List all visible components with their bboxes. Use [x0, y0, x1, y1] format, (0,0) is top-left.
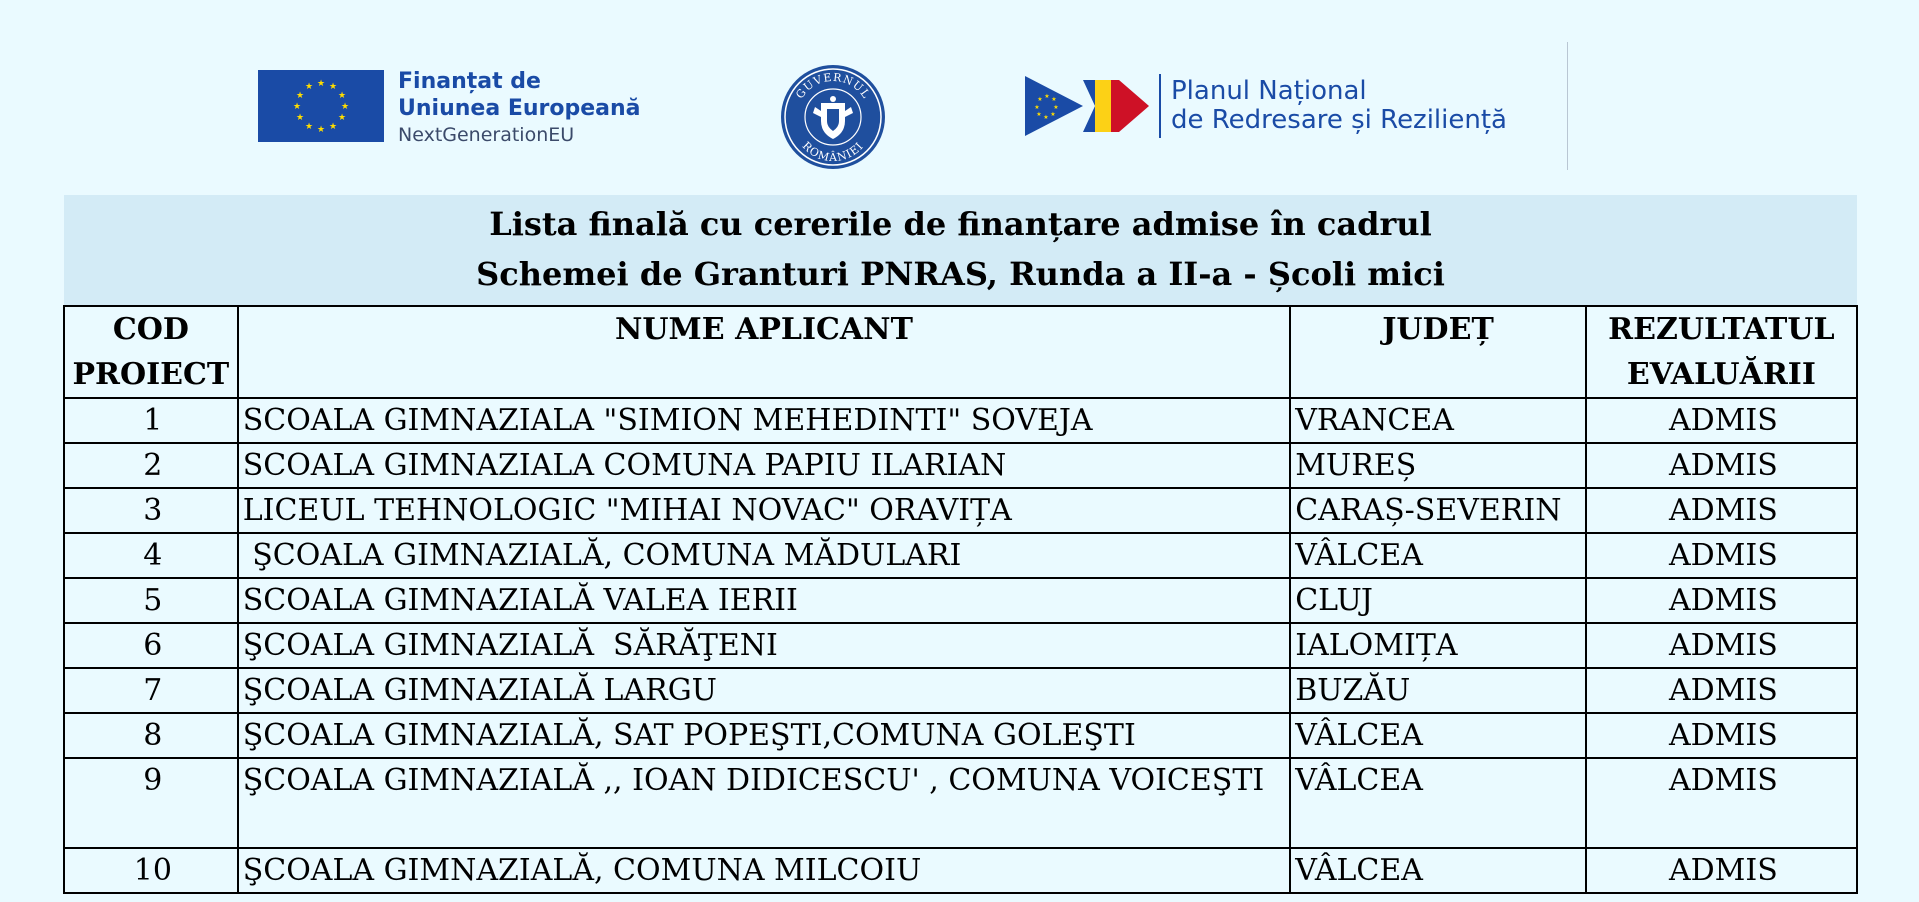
cell-rezultat: ADMIS — [1586, 398, 1857, 443]
table-row — [64, 758, 1857, 848]
document-title — [64, 195, 1857, 305]
table-row — [64, 488, 1857, 533]
svg-text:★: ★ — [316, 125, 326, 135]
pnrr-line2: de Redresare și Reziliență — [1171, 105, 1507, 135]
cell-cod: 5 — [64, 578, 238, 623]
cell-nume: ŞCOALA GIMNAZIALĂ, SAT POPEŞTI,COMUNA GOLEŞTI — [238, 713, 1291, 758]
svg-text:★: ★ — [292, 102, 302, 112]
svg-text:★: ★ — [1036, 111, 1042, 118]
eu-funding-line1: Finanțat de — [398, 69, 541, 94]
header-cod-line1: COD — [112, 312, 189, 347]
table-row — [64, 668, 1857, 713]
header-rezultat-line2: EVALUĂRII — [1626, 357, 1816, 392]
svg-text:★: ★ — [1050, 111, 1056, 118]
cell-judet: VÂLCEA — [1290, 848, 1586, 893]
cell-rezultat: ADMIS — [1586, 758, 1857, 848]
pnrr-logo — [1025, 42, 1507, 170]
cell-rezultat: ADMIS — [1586, 533, 1857, 578]
cell-judet: VÂLCEA — [1290, 758, 1586, 848]
pnrr-separator — [1159, 74, 1161, 138]
cell-cod: 7 — [64, 668, 238, 713]
svg-text:★: ★ — [1044, 93, 1050, 100]
svg-text:★: ★ — [337, 91, 347, 101]
government-seal-icon — [779, 63, 887, 171]
cell-cod: 2 — [64, 443, 238, 488]
svg-text:★: ★ — [328, 122, 338, 132]
table-row — [64, 713, 1857, 758]
cell-nume: SCOALA GIMNAZIALĂ VALEA IERII — [238, 578, 1291, 623]
cell-nume: LICEUL TEHNOLOGIC "MIHAI NOVAC" ORAVIȚA — [238, 488, 1291, 533]
cell-nume: ŞCOALA GIMNAZIALĂ ,, IOAN DIDICESCU' , COMUNA VOICEŞTI — [238, 758, 1291, 848]
table-row — [64, 533, 1857, 578]
cell-cod: 1 — [64, 398, 238, 443]
table-row — [64, 578, 1857, 623]
header-nume-aplicant: NUME APLICANT — [238, 306, 1291, 398]
svg-text:★: ★ — [304, 82, 314, 92]
cell-rezultat: ADMIS — [1586, 488, 1857, 533]
svg-text:★: ★ — [328, 82, 338, 92]
table-row — [64, 398, 1857, 443]
svg-text:★: ★ — [337, 113, 347, 123]
cell-judet: BUZĂU — [1290, 668, 1586, 713]
svg-text:★: ★ — [1037, 96, 1043, 103]
cell-judet: CLUJ — [1290, 578, 1586, 623]
table-row — [64, 623, 1857, 668]
svg-text:★: ★ — [1043, 114, 1049, 121]
header-rezultat-line1: REZULTATUL — [1608, 312, 1835, 347]
eu-funding-logo — [258, 70, 641, 149]
cell-judet: IALOMIȚA — [1290, 623, 1586, 668]
cell-cod: 3 — [64, 488, 238, 533]
cell-rezultat: ADMIS — [1586, 713, 1857, 758]
document-title-line2: Schemei de Granturi PNRAS, Runda a II-a - Școli mici — [476, 255, 1445, 293]
cell-cod: 6 — [64, 623, 238, 668]
cell-judet: VÂLCEA — [1290, 533, 1586, 578]
cell-judet: CARAȘ-SEVERIN — [1290, 488, 1586, 533]
cell-rezultat: ADMIS — [1586, 578, 1857, 623]
pnrr-line1: Planul Național — [1171, 76, 1367, 106]
cell-judet: VÂLCEA — [1290, 713, 1586, 758]
eu-flag-icon — [258, 70, 384, 142]
svg-text:★: ★ — [295, 91, 305, 101]
results-table — [63, 305, 1858, 894]
cell-cod: 10 — [64, 848, 238, 893]
svg-text:★: ★ — [304, 122, 314, 132]
cell-rezultat: ADMIS — [1586, 623, 1857, 668]
table-header-row — [64, 306, 1857, 398]
svg-text:★: ★ — [1034, 104, 1040, 111]
table-row — [64, 443, 1857, 488]
seal-arc-top: GUVERNUL — [793, 70, 873, 102]
header-cod-line2: PROIECT — [72, 357, 230, 392]
logo-divider — [1567, 42, 1568, 170]
cell-nume: SCOALA GIMNAZIALA "SIMION MEHEDINTI" SOVEJA — [238, 398, 1291, 443]
pnrr-flag-arrows-icon — [1025, 76, 1151, 136]
cell-nume: ŞCOALA GIMNAZIALĂ SĂRĂŢENI — [238, 623, 1291, 668]
cell-nume: ŞCOALA GIMNAZIALĂ, COMUNA MILCOIU — [238, 848, 1291, 893]
cell-nume: SCOALA GIMNAZIALA COMUNA PAPIU ILARIAN — [238, 443, 1291, 488]
cell-rezultat: ADMIS — [1586, 668, 1857, 713]
svg-text:★: ★ — [295, 113, 305, 123]
pnrr-text — [1171, 77, 1507, 135]
cell-rezultat: ADMIS — [1586, 443, 1857, 488]
cell-nume: ŞCOALA GIMNAZIALĂ LARGU — [238, 668, 1291, 713]
cell-rezultat: ADMIS — [1586, 848, 1857, 893]
header-rezultat — [1586, 306, 1857, 398]
cell-judet: VRANCEA — [1290, 398, 1586, 443]
cell-judet: MUREȘ — [1290, 443, 1586, 488]
cell-cod: 9 — [64, 758, 238, 848]
logo-strip — [0, 0, 1919, 185]
eu-funding-line3: NextGenerationEU — [398, 124, 575, 146]
svg-text:★: ★ — [1051, 96, 1057, 103]
header-cod-proiect — [64, 306, 238, 398]
cell-cod: 4 — [64, 533, 238, 578]
cell-nume: ŞCOALA GIMNAZIALĂ, COMUNA MĂDULARI — [238, 533, 1291, 578]
seal-arc-bottom: ROMÂNIEI — [799, 139, 867, 165]
header-judet: JUDEȚ — [1290, 306, 1586, 398]
cell-cod: 8 — [64, 713, 238, 758]
eu-funding-text — [398, 68, 641, 149]
svg-text:★: ★ — [340, 102, 350, 112]
eu-funding-line2: Uniunea Europeană — [398, 96, 641, 121]
svg-text:★: ★ — [316, 79, 326, 89]
svg-text:★: ★ — [1053, 104, 1059, 111]
document-title-line1: Lista finală cu cererile de finanțare admise în cadrul — [489, 205, 1432, 243]
table-row — [64, 848, 1857, 893]
